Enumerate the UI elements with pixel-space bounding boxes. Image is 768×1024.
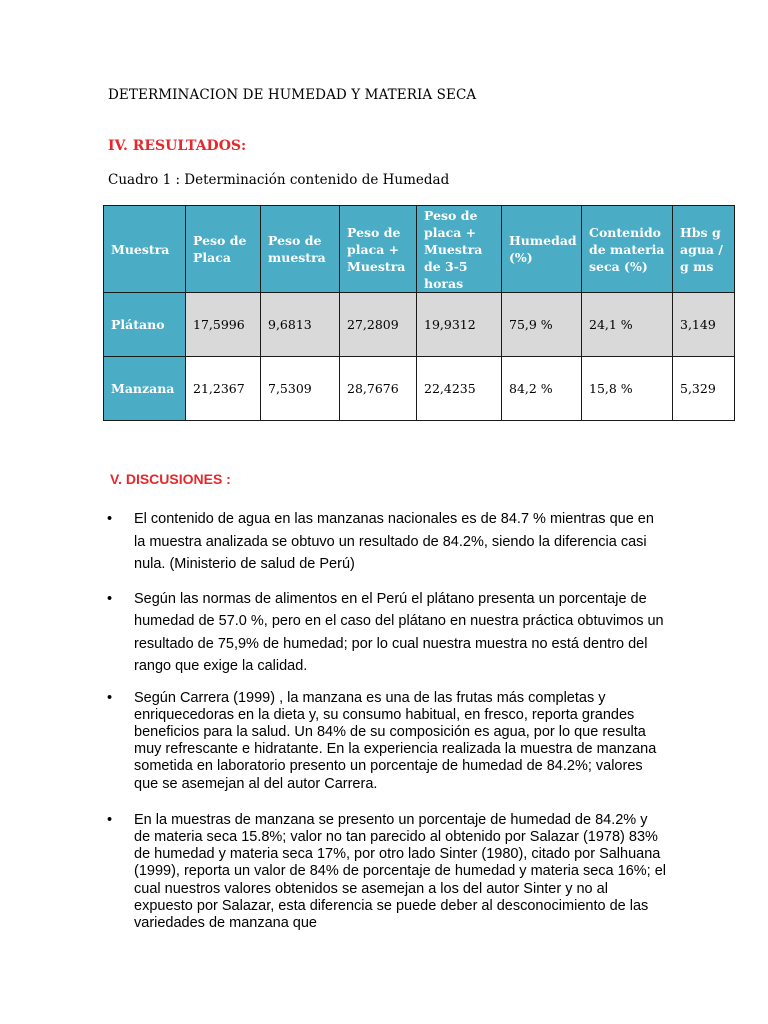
humidity-results-table [103,205,735,421]
table-row [104,293,735,357]
discussion-text: El contenido de agua en las manzanas nacionales es de 84.7 % mientras que en la muestra analizada se obtuvo un resultado de 84.2%, siendo la diferencia casi nula. (Ministerio de salud de Perú) [134,511,654,572]
table-cell: 3,149 [673,293,735,357]
header-cell: Peso de placa + Muestra [340,206,417,293]
table-cell: 19,9312 [417,293,502,357]
discussion-list [107,508,667,932]
table-cell: 27,2809 [340,293,417,357]
table-cell: 7,5309 [261,357,340,421]
table-cell: 15,8 % [582,357,673,421]
row-label: Manzana [104,357,186,421]
table-caption: Cuadro 1 : Determinación contenido de Humedad [108,172,450,188]
list-item [107,690,667,793]
header-cell: Peso de muestra [261,206,340,293]
header-cell: Humedad (%) [502,206,582,293]
header-cell: Contenido de materia seca (%) [582,206,673,293]
table-row [104,357,735,421]
discussion-section-heading: V. DISCUSIONES : [110,471,231,487]
discussion-text: Según las normas de alimentos en el Perú el plátano presenta un porcentaje de humedad de 57.0 %, pero en el caso del plátano en nuestra práctica obtuvimos un resultado de 75,9% de humedad; por lo cual nuestra muestra no está dentro del rango que exige la calidad. [134,590,664,674]
bullet-icon: • [107,689,113,706]
bullet-icon: • [107,811,113,828]
list-item [107,812,667,932]
table-cell: 22,4235 [417,357,502,421]
table-cell: 5,329 [673,357,735,421]
discussion-text: En la muestras de manzana se presento un porcentaje de humedad de 84.2% y de materia seca 15.8%; valor no tan parecido al obtenido por Salazar (1978) 83% de humedad y materia seca 17%, por otro lado Sinter (1980), citado por Salhuana (1999), reporta un valor de 84% de porcentaje de humedad y materia seca 16%; el cual nuestros valores obtenidos se asemejan a los del autor Sinter y no al expuesto por Salazar, esta diferencia se puede deber al desconocimiento de las variedades de manzana que [134,811,666,931]
list-item [107,588,667,678]
table-cell: 28,7676 [340,357,417,421]
header-cell: Muestra [104,206,186,293]
table-cell: 9,6813 [261,293,340,357]
row-label: Plátano [104,293,186,357]
list-item [107,508,667,576]
results-section-heading: IV. RESULTADOS: [108,138,247,154]
table-cell: 17,5996 [186,293,261,357]
table-cell: 84,2 % [502,357,582,421]
table-header-row [104,206,735,293]
table-cell: 75,9 % [502,293,582,357]
header-cell: Hbs g agua / g ms [673,206,735,293]
bullet-icon: • [107,511,113,527]
header-cell: Peso de placa + Muestra de 3-5 horas [417,206,502,293]
table-cell: 21,2367 [186,357,261,421]
table-cell: 24,1 % [582,293,673,357]
document-title: DETERMINACION DE HUMEDAD Y MATERIA SECA [108,87,477,103]
bullet-icon: • [107,590,113,607]
discussion-text: Según Carrera (1999) , la manzana es una de las frutas más completas y enriquecedoras en la dieta y, su consumo habitual, en fresco, reporta grandes beneficios para la salud. Un 84% de su composición es agua, por lo que resulta muy refrescante e hidratante. En la experiencia realizada la muestra de manzana sometida en laboratorio presento un porcentaje de humedad de 84.2%; valores que se asemejan al del autor Carrera. [134,689,657,792]
header-cell: Peso de Placa [186,206,261,293]
